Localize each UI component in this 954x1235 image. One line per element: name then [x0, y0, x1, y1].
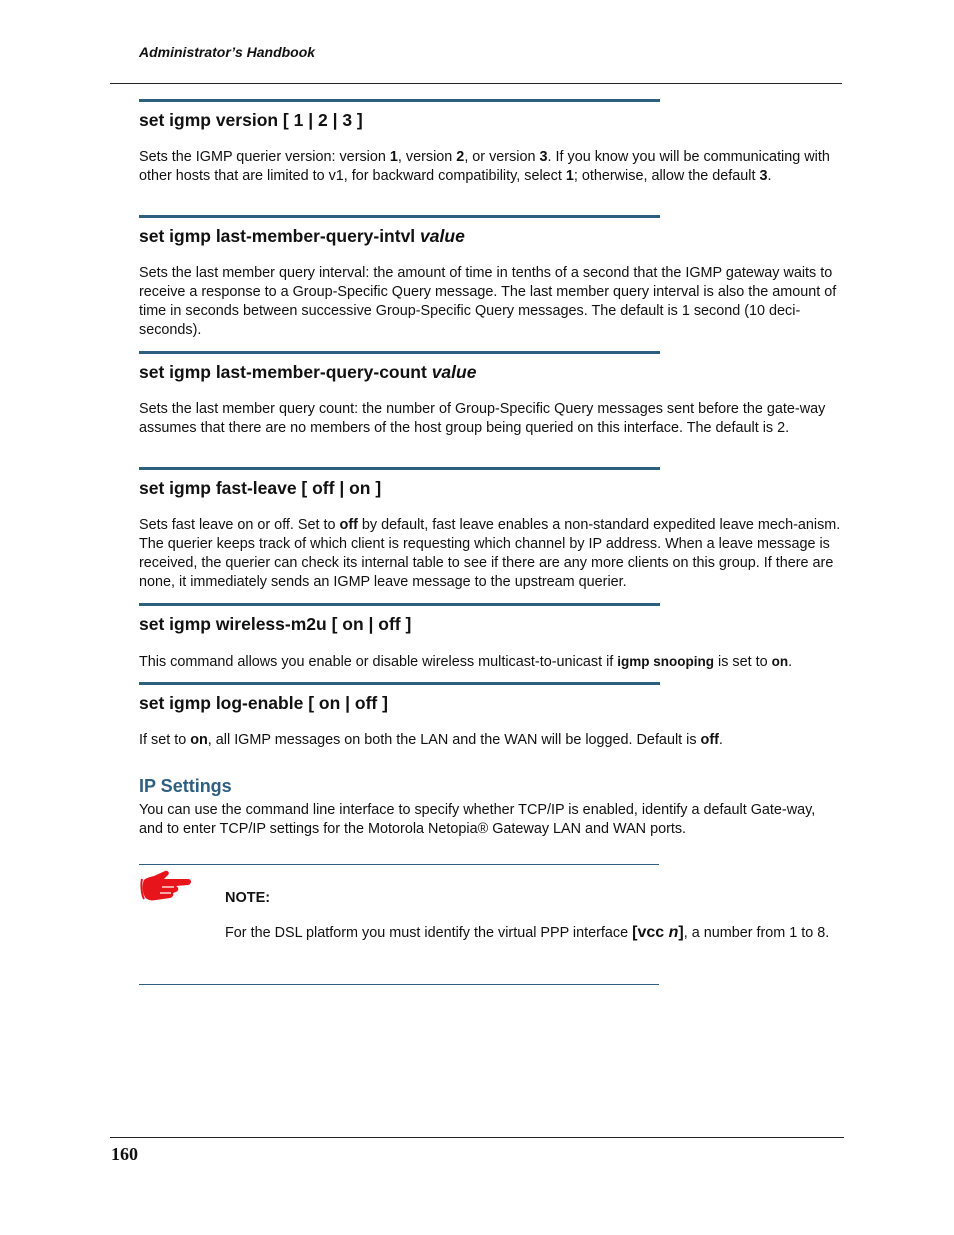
ip-settings-body: You can use the command line interface to specify whether TCP/IP is enabled, identify a default Gate-way, and to enter TCP/IP settings for the Motorola Netopia® Gateway LAN and WAN ports.: [139, 802, 816, 837]
section-rule: [139, 467, 660, 470]
section-igmp-log-enable: [139, 682, 842, 750]
note-bottom-rule: [139, 984, 659, 985]
section-igmp-last-member-query-intvl: [139, 215, 842, 340]
section-title: set igmp log-enable [ on | off ]: [139, 693, 388, 713]
ip-settings-heading: IP Settings: [139, 776, 232, 796]
section-title: set igmp fast-leave [ off | on ]: [139, 478, 382, 498]
section-rule: [139, 215, 660, 218]
section-title: set igmp wireless-m2u [ on | off ]: [139, 614, 412, 634]
note-top-rule: [139, 864, 659, 865]
running-header-title: Administrator’s Handbook: [139, 44, 316, 60]
footer-divider: [110, 1137, 844, 1138]
section-body: Sets the last member query count: the number of Group-Specific Query messages sent before the gate-way assumes that there are no members of the host group being queried on this interface. The default is 2.: [139, 401, 826, 436]
section-body: This command allows you enable or disable wireless multicast-to-unicast if igmp snooping is set to on.: [139, 654, 793, 670]
section-rule: [139, 603, 660, 606]
section-title: set igmp last-member-query-count value: [139, 362, 477, 382]
section-rule: [139, 99, 660, 102]
section-igmp-version: [139, 99, 842, 186]
note-body: For the DSL platform you must identify the virtual PPP interface [vcc n], a number from 1 to 8.: [225, 924, 830, 941]
section-igmp-fast-leave: [139, 467, 842, 592]
section-igmp-last-member-query-count: [139, 351, 842, 438]
section-igmp-wireless-m2u: [139, 603, 842, 672]
section-rule: [139, 351, 660, 354]
pointing-hand-icon: [140, 870, 194, 902]
section-title: set igmp version [ 1 | 2 | 3 ]: [139, 110, 363, 130]
section-body: Sets fast leave on or off. Set to off by default, fast leave enables a non-standard expedited leave mech-anism. The querier keeps track of which client is requesting which channel by IP address. When a leave message is received, the querier can check its internal table to see if there are any more clients on this group. If there are none, it immediately sends an IGMP leave message to the upstream querier.: [139, 517, 841, 590]
section-body: Sets the IGMP querier version: version 1, version 2, or version 3. If you know you will be communicating with other hosts that are limited to v1, for backward compatibility, select 1; otherwise, allow the default 3.: [139, 149, 830, 184]
header-divider: [110, 83, 842, 84]
note-label: NOTE:: [225, 890, 271, 906]
vcc-parameter: [vcc n]: [632, 924, 684, 941]
section-rule: [139, 682, 660, 685]
section-body: Sets the last member query interval: the amount of time in tenths of a second that the IGMP gateway waits to receive a response to a Group-Specific Query message. The last member query interval is also the amount of time in seconds between successive Group-Specific Query messages. The default is 1 second (10 deci-seconds).: [139, 265, 837, 338]
page-number: 160: [111, 1144, 138, 1164]
section-title: set igmp last-member-query-intvl value: [139, 226, 465, 246]
section-body: If set to on, all IGMP messages on both the LAN and the WAN will be logged. Default is off.: [139, 732, 723, 748]
